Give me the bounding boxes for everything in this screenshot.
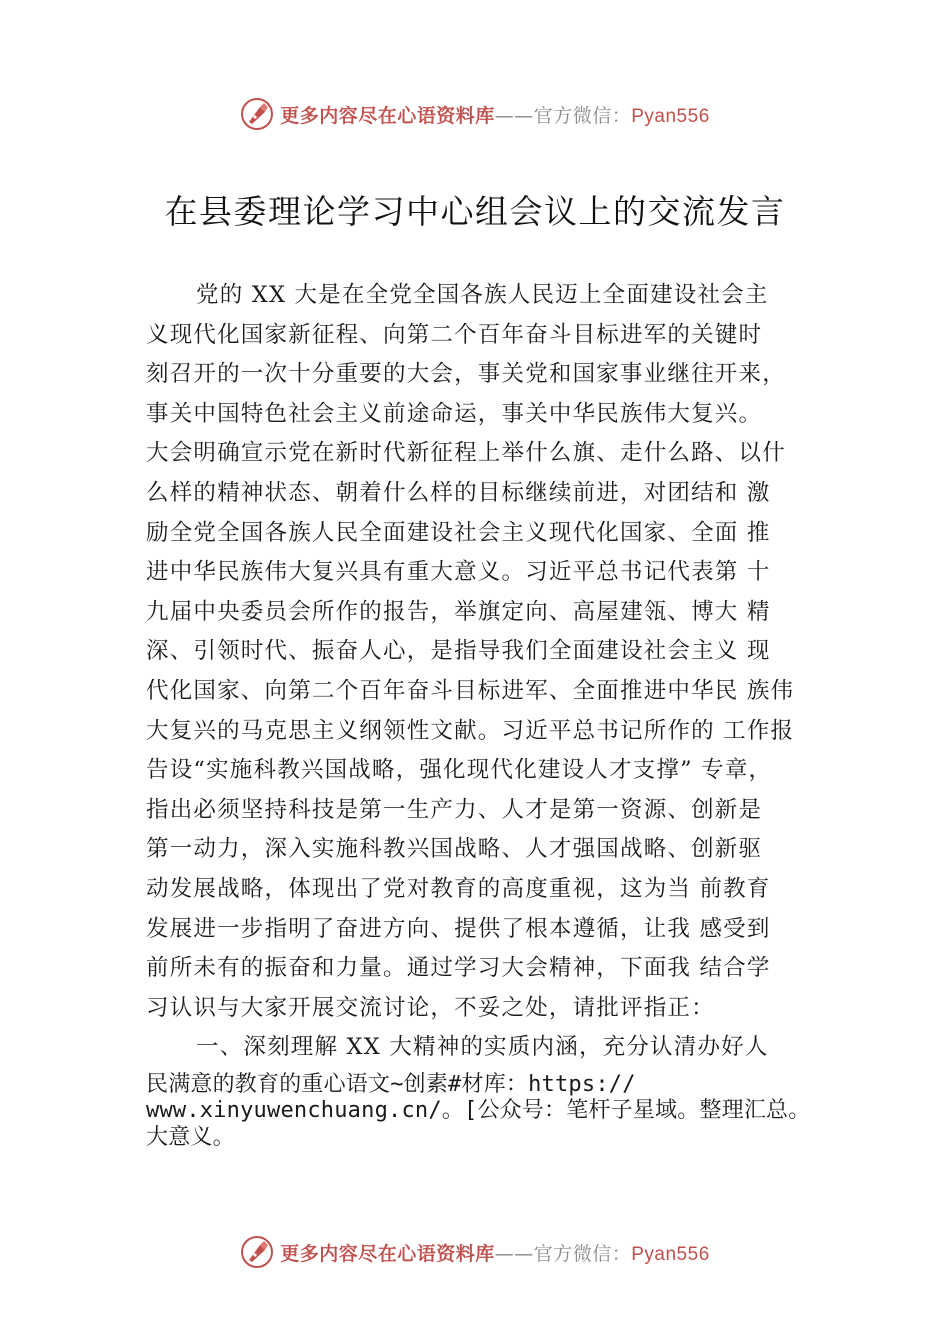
body-line: 发展进一步指明了奋进方向、提供了根本遵循，让我 感受到 [146,915,771,942]
watermark-dash: —— [494,1242,534,1265]
body-line: 指出必须坚持科技是第一生产力、人才是第一资源、创新是 [146,796,763,823]
watermark-text [280,1239,710,1266]
body-line: 大复兴的马克思主义纲领性文献。习近平总书记所作的 工作报 [146,717,795,744]
document-body [146,276,836,1151]
source-note [146,1072,836,1152]
body-line: 代化国家、向第二个百年奋斗目标进军、全面推进中华民 族伟 [146,677,795,704]
source-note-line: www.xinyuwenchuang.cn/。[公众号：笔杆子星域。整理汇总。 [146,1098,811,1124]
pen-nib-logo-icon [240,1235,274,1269]
source-note-line: 大意义。 [146,1124,235,1150]
body-line: 党的 XX 大是在全党全国各族人民迈上全面建设社会主 [196,282,769,308]
body-line: 进中华民族伟大复兴具有重大意义。习近平总书记代表第 十 [146,559,771,586]
source-note-line: 民满意的教育的重心语文~创素#材库：https:// [146,1071,636,1097]
body-line: 深、引领时代、振奋人心，是指导我们全面建设社会主义 现 [146,638,771,665]
watermark-banner-top [0,94,950,134]
watermark-handle: Pyan556 [631,105,710,127]
watermark-main: 更多内容尽在心语资料库 [280,1242,495,1265]
watermark-dash: —— [494,104,534,127]
watermark-main: 更多内容尽在心语资料库 [280,104,495,127]
body-line: 告设“实施科教兴国战略，强化现代化建设人才支撑” 专章， [146,757,773,784]
watermark-banner-bottom [0,1232,950,1272]
body-line: 励全党全国各族人民全面建设社会主义现代化国家、全面 推 [146,519,771,546]
body-line: 动发展战略，体现出了党对教育的高度重视，这为当 前教育 [146,875,771,902]
body-line: 习认识与大家开展交流讨论，不妥之处，请批评指正： [146,994,715,1021]
watermark-handle: Pyan556 [631,1243,710,1265]
body-line: 事关中国特色社会主义前途命运，事关中华民族伟大复兴。 [146,400,763,427]
watermark-text [280,101,710,128]
body-line: 义现代化国家新征程、向第二个百年奋斗目标进军的关键时 [146,321,763,348]
body-line: 第一动力，深入实施科教兴国战略、人才强国战略、创新驱 [146,836,763,863]
body-line: 么样的精神状态、朝着什么样的目标继续前进，对团结和 激 [146,479,771,506]
body-line: 大会明确宣示党在新时代新征程上举什么旗、走什么路、以什 [146,440,786,467]
document-title: 在县委理论学习中心组会议上的交流发言 [164,192,786,231]
pen-nib-logo-icon [240,97,274,131]
watermark-label: 官方微信： [533,104,632,127]
body-line: 前所未有的振奋和力量。通过学习大会精神，下面我 结合学 [146,955,771,982]
body-line: 刻召开的一次十分重要的大会，事关党和国家事业继往开来， [146,361,786,388]
watermark-label: 官方微信： [533,1242,632,1265]
body-line: 九届中央委员会所作的报告，举旗定向、高屋建瓴、博大 精 [146,598,771,625]
section-heading-line: 一、深刻理解 XX 大精神的实质内涵，充分认清办好人 [196,1034,769,1061]
